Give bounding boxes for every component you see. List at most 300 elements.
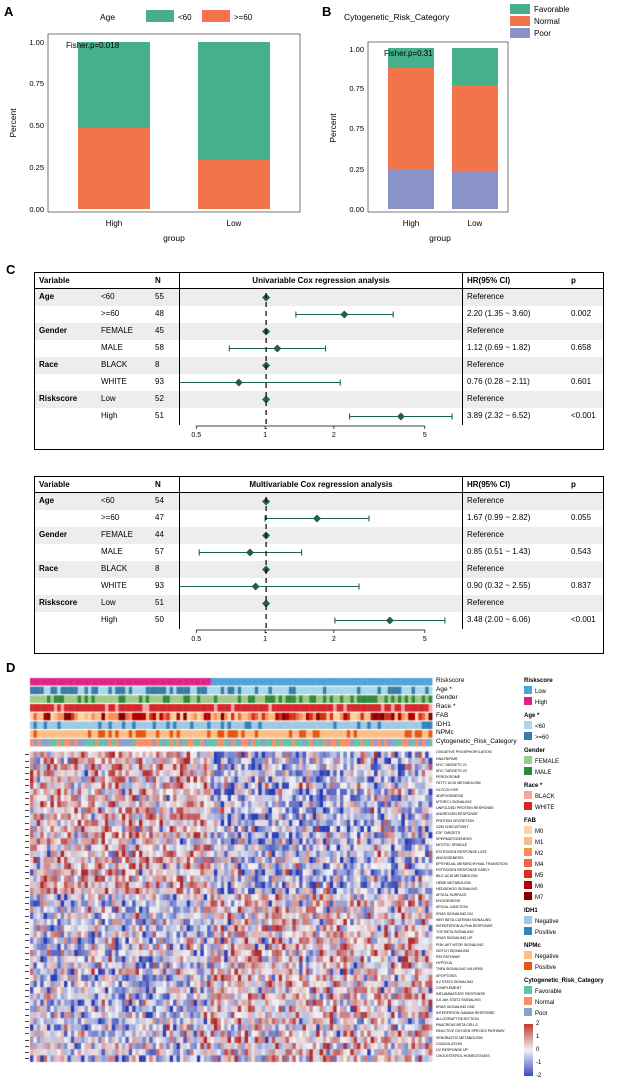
cell-forest <box>179 357 463 374</box>
cell-hr: Reference <box>467 598 504 607</box>
panel-b-bar-high-normal <box>388 68 434 169</box>
legend-swatch <box>524 756 532 764</box>
svg-text:1: 1 <box>263 636 268 643</box>
col-hr: HR(95% CI) <box>467 480 511 489</box>
svg-text:0.5: 0.5 <box>191 636 202 643</box>
table-row <box>35 357 603 374</box>
table-header-row <box>35 273 603 289</box>
cell-variable: Race <box>39 360 59 369</box>
color-scale-tick: 2 <box>536 1021 540 1027</box>
legend-entry: M1 <box>524 837 640 848</box>
panel-a-ytick-100: 1.00 <box>29 38 44 47</box>
legend-entry: Negative <box>524 916 640 927</box>
panel-a-ylabel: Percent <box>8 108 18 138</box>
panel-a-xtick-high: High <box>105 219 123 228</box>
legend-group <box>524 748 640 778</box>
heatmap-row-label: KRAS SIGNALING DN <box>436 911 473 916</box>
table-row <box>35 323 603 340</box>
color-scale-tick: 1 <box>536 1034 540 1040</box>
table-row <box>35 612 603 629</box>
panel-a-bar-low-over60 <box>198 160 270 209</box>
cell-p <box>567 595 603 612</box>
legend-entry: BLACK <box>524 791 640 802</box>
cell-forest <box>179 340 463 357</box>
legend-title: Cytogenetic_Risk_Category <box>524 978 604 984</box>
cell-forest <box>179 374 463 391</box>
cell-variable <box>35 374 97 391</box>
cell-n: 54 <box>155 496 164 505</box>
cell-n: 93 <box>155 581 164 590</box>
heatmap-row-label: HEME METABOLISM <box>436 880 471 885</box>
cell-hr: 0.76 (0.28 ~ 2.11) <box>467 377 530 386</box>
table-row <box>35 561 603 578</box>
forest-axis <box>179 425 463 439</box>
panel-b-chart <box>320 0 640 250</box>
cell-variable: Age <box>39 496 55 505</box>
axis-spacer-2 <box>97 425 153 439</box>
legend-swatch-favorable <box>510 4 530 14</box>
legend-title: Gender <box>524 748 546 754</box>
cell-p <box>567 493 603 510</box>
panel-b-annotation: Fisher.p=0.31 <box>384 49 433 58</box>
cell-hr: Reference <box>467 326 504 335</box>
legend-title: FAB <box>524 818 536 824</box>
table-row <box>35 578 603 595</box>
color-scale-legend <box>524 1021 640 1080</box>
cell-forest <box>179 408 463 425</box>
heatmap-row-label: INTERFERON GAMMA RESPONSE <box>436 1010 495 1015</box>
cell-hr: Reference <box>467 496 504 505</box>
annotation-label: FAB <box>436 711 449 719</box>
heatmap-row-label: APICAL JUNCTION <box>436 905 468 910</box>
panel-b-ylabel: Percent <box>328 113 338 143</box>
legend-swatch <box>524 791 532 799</box>
legend-title: Riskscore <box>524 678 553 684</box>
legend-swatch-over60 <box>202 10 230 22</box>
cell-level: WHITE <box>101 581 127 590</box>
cell-variable <box>35 510 97 527</box>
legend-group <box>524 818 640 903</box>
cell-forest <box>179 612 463 629</box>
cell-n: 8 <box>155 564 160 573</box>
cell-p: <0.001 <box>571 411 596 420</box>
table-row <box>35 289 603 306</box>
cell-p: 0.055 <box>571 513 592 522</box>
legend-group <box>524 783 640 813</box>
cell-n: 51 <box>155 598 164 607</box>
table-axis-row <box>35 629 603 643</box>
legend-swatch-poor <box>510 28 530 38</box>
axis-spacer-4 <box>463 629 567 643</box>
heatmap-row-label: HEDGEHOG SIGNALING <box>436 886 478 891</box>
panel-a-ytick-0: 0.00 <box>29 205 44 214</box>
panel-d <box>0 660 640 1090</box>
legend-swatch <box>524 732 532 740</box>
legend-label-favorable: Favorable <box>534 5 570 14</box>
heatmap-row-label: ADIPOGENESIS <box>436 793 464 798</box>
cell-hr: 1.67 (0.99 ~ 2.82) <box>467 513 531 522</box>
cell-hr: Reference <box>467 564 504 573</box>
legend-entry: Normal <box>524 997 640 1008</box>
col-variable: Variable <box>39 480 70 489</box>
cell-forest <box>179 306 463 323</box>
svg-text:0.5: 0.5 <box>191 432 202 439</box>
cell-p <box>567 527 603 544</box>
heatmap-row-label: APOPTOSIS <box>436 973 457 978</box>
cell-p <box>567 357 603 374</box>
panel-b <box>320 0 640 250</box>
cell-hr: Reference <box>467 394 504 403</box>
legend-label-poor: Poor <box>534 29 551 38</box>
heatmap-row-label: REACTIVE OXYGEN SPECIES PATHWAY <box>436 1029 505 1034</box>
color-scale-tick: -2 <box>536 1073 542 1079</box>
panel-b-bar-low-normal <box>452 85 498 171</box>
cell-variable <box>35 612 97 629</box>
cell-level: <60 <box>101 292 115 301</box>
panel-b-xtick-low: Low <box>467 219 483 228</box>
cell-level: High <box>101 615 118 624</box>
heatmap-row-label: COMPLEMENT <box>436 986 462 990</box>
cell-n: 51 <box>155 411 164 420</box>
panel-a-bar-low-under60 <box>198 42 270 160</box>
cell-n: 47 <box>155 513 164 522</box>
cell-level: FEMALE <box>101 326 134 335</box>
heatmap-row-label: GLYCOLYSIS <box>436 787 459 792</box>
cell-level: MALE <box>101 343 123 352</box>
cell-n: 93 <box>155 377 164 386</box>
axis-spacer-4 <box>463 425 567 439</box>
cell-p: 0.002 <box>571 309 592 318</box>
legend-title: IDH1 <box>524 908 538 914</box>
panel-a-xtick-low: Low <box>226 219 242 228</box>
col-p: p <box>571 276 576 285</box>
heatmap-row-label: COAGULATION <box>436 1041 462 1046</box>
svg-text:2: 2 <box>331 432 336 439</box>
heatmap-row-label: ANGIOGENESIS <box>436 855 464 860</box>
legend-swatch <box>524 1008 532 1016</box>
panel-a-annotation: Fisher.p=0.018 <box>66 41 120 50</box>
legend-entry: Low <box>524 686 640 697</box>
heatmap-row-label: MITOTIC SPINDLE <box>436 843 468 848</box>
panel-b-xlabel: group <box>429 233 451 243</box>
heatmap-row-label: CHOLESTEROL HOMEOSTASIS <box>436 1054 490 1059</box>
heatmap-row-label: MYC TARGETS V1 <box>436 762 468 767</box>
cell-level: BLACK <box>101 564 128 573</box>
legend-entry: High <box>524 697 640 708</box>
legend-group <box>524 943 640 973</box>
heatmap-row-label: ANDROGEN RESPONSE <box>436 812 478 817</box>
legend-swatch <box>524 997 532 1005</box>
table-row <box>35 374 603 391</box>
cell-level: >=60 <box>101 513 120 522</box>
cell-p: <0.001 <box>571 615 596 624</box>
panel-b-bar-high-poor <box>388 169 434 209</box>
legend-label-normal: Normal <box>534 17 560 26</box>
panel-a-legend-title: Age <box>100 12 116 22</box>
cell-forest <box>179 323 463 340</box>
cell-forest <box>179 595 463 612</box>
cell-n: 55 <box>155 292 164 301</box>
annotation-label: Race * <box>436 703 456 711</box>
cell-n: 52 <box>155 394 164 403</box>
legend-entry: Negative <box>524 951 640 962</box>
axis-spacer-3 <box>153 629 179 643</box>
cell-variable <box>35 408 97 425</box>
heatmap-row-label: KRAS SIGNALING DN2 <box>436 1004 475 1009</box>
heatmap-row-label: BILE ACID METABOLISM <box>436 874 478 879</box>
legend-swatch <box>524 916 532 924</box>
cell-level: WHITE <box>101 377 127 386</box>
heatmap-row-label: UNFOLDED PROTEIN RESPONSE <box>436 806 494 811</box>
cell-level: BLACK <box>101 360 128 369</box>
col-level <box>97 273 153 288</box>
legend-title: Age * <box>524 713 540 719</box>
color-scale-bar <box>524 1024 533 1076</box>
cell-p: 0.658 <box>571 343 592 352</box>
cell-variable: Riskscore <box>39 394 78 403</box>
cell-forest <box>179 289 463 306</box>
cell-n: 48 <box>155 309 164 318</box>
cell-p <box>567 289 603 306</box>
panel-b-bar-low-favorable <box>452 48 498 85</box>
legend-group <box>524 978 640 1019</box>
cell-variable <box>35 578 97 595</box>
axis-spacer-1 <box>35 629 97 643</box>
panel-a-chart <box>0 0 320 250</box>
svg-text:1: 1 <box>263 432 268 439</box>
cell-p <box>567 391 603 408</box>
legend-entry: >=60 <box>524 732 640 743</box>
legend-swatch <box>524 721 532 729</box>
panel-b-ytick-100: 1.00 <box>349 45 364 54</box>
heatmap-row-label: E2F TARGETS <box>436 831 461 835</box>
cell-forest <box>179 493 463 510</box>
cell-variable: Gender <box>39 326 68 335</box>
axis-spacer-5 <box>567 629 603 643</box>
cell-hr: 1.12 (0.69 ~ 1.82) <box>467 343 531 352</box>
panel-b-legend-title: Cytogenetic_Risk_Category <box>344 12 450 22</box>
cell-variable: Age <box>39 292 55 301</box>
col-p: p <box>571 480 576 489</box>
table-row <box>35 595 603 612</box>
legend-entry: Positive <box>524 927 640 938</box>
legend-group <box>524 908 640 938</box>
legend-swatch <box>524 870 532 878</box>
cell-n: 57 <box>155 547 164 556</box>
heatmap-row-label: PEROXISOME <box>436 775 461 780</box>
axis-spacer-5 <box>567 425 603 439</box>
axis-spacer-2 <box>97 629 153 643</box>
legend-group <box>524 678 640 708</box>
cell-variable <box>35 306 97 323</box>
cell-p: 0.601 <box>571 377 592 386</box>
legend-swatch <box>524 767 532 775</box>
legend-title: Race * <box>524 783 543 789</box>
panel-a-letter: A <box>4 4 14 19</box>
heatmap-row-label: OXIDATIVE PHOSPHORYLATION <box>436 750 492 755</box>
legend-swatch <box>524 881 532 889</box>
legend-swatch <box>524 986 532 994</box>
legend-swatch <box>524 927 532 935</box>
cell-variable: Riskscore <box>39 598 78 607</box>
col-variable: Variable <box>39 276 70 285</box>
cell-variable <box>35 544 97 561</box>
heatmap-row-label: MYC TARGETS V2 <box>436 769 468 773</box>
axis-spacer-3 <box>153 425 179 439</box>
cell-hr: Reference <box>467 360 504 369</box>
heatmap-row-label: ESTROGEN RESPONSE LATE <box>436 849 487 854</box>
heatmap-row-label: FATTY ACID METABOLISM <box>436 781 481 786</box>
heatmap-row-label: NOTCH SIGNALING <box>436 948 470 953</box>
heatmap-row-label: WNT BETA CATENIN SIGNALING <box>436 917 492 922</box>
heatmap-row-label: INFLAMMATORY RESPONSE <box>436 992 486 997</box>
heatmap-row-label: DNA REPAIR <box>436 756 458 761</box>
panel-a-ytick-75: 0.75 <box>29 79 44 88</box>
univariable-table <box>34 272 604 450</box>
annotation-label: Gender <box>436 694 458 702</box>
heatmap-row-label: HYPOXIA <box>436 961 452 966</box>
cell-forest <box>179 561 463 578</box>
annotation-label: NPMc <box>436 729 454 737</box>
forest-axis <box>179 629 463 643</box>
heatmap-row-label: UV RESPONSE UP <box>436 1048 468 1052</box>
legend-group <box>524 713 640 743</box>
cell-level: Low <box>101 598 116 607</box>
cell-variable <box>35 340 97 357</box>
table-row <box>35 493 603 510</box>
col-hr: HR(95% CI) <box>467 276 511 285</box>
cell-level: Low <box>101 394 116 403</box>
panel-b-ytick-0: 0.00 <box>349 205 364 214</box>
heatmap-row-label: MYOGENESIS <box>436 899 461 904</box>
axis-spacer-1 <box>35 425 97 439</box>
heatmap-row-label: G2M CHECKPOINT <box>436 824 469 829</box>
legend-entry: <60 <box>524 721 640 732</box>
legend-swatch <box>524 837 532 845</box>
heatmap-row-label: XENOBIOTIC METABOLISM <box>436 1035 483 1040</box>
heatmap-row-label: ESTROGEN RESPONSE EARLY <box>436 868 490 873</box>
cell-variable: Race <box>39 564 59 573</box>
cell-forest <box>179 544 463 561</box>
annotation-label: Age * <box>436 685 452 693</box>
cell-forest <box>179 510 463 527</box>
col-forest-title: Univariable Cox regression analysis <box>179 273 463 288</box>
legend-title: NPMc <box>524 943 541 949</box>
cell-variable: Gender <box>39 530 68 539</box>
panel-c-letter: C <box>6 262 16 277</box>
panel-a-bar-high-under60 <box>78 42 150 128</box>
heatmap-row-label: PANCREAS BETA CELLS <box>436 1023 478 1028</box>
heatmap-row-label: PI3K AKT MTOR SIGNALING <box>436 942 484 947</box>
cell-level: FEMALE <box>101 530 134 539</box>
legend-swatch <box>524 962 532 970</box>
col-forest-title: Multivariable Cox regression analysis <box>179 477 463 492</box>
legend-swatch <box>524 848 532 856</box>
cell-hr: 2.20 (1.35 ~ 3.60) <box>467 309 531 318</box>
legend-entry: MALE <box>524 767 640 778</box>
table-row <box>35 510 603 527</box>
panel-b-letter: B <box>322 4 332 19</box>
table-axis-row <box>35 425 603 439</box>
cell-hr: 0.85 (0.51 ~ 1.43) <box>467 547 531 556</box>
heatmap-row-label: INTERFERON ALPHA RESPONSE <box>436 924 493 928</box>
panel-a-bar-high-over60 <box>78 128 150 209</box>
heatmap-row-label: APICAL SURFACE <box>436 893 467 897</box>
heatmap-row-label: SPERMATOGENESIS <box>436 837 472 842</box>
cell-hr: 3.48 (2.00 ~ 6.06) <box>467 615 531 624</box>
legend-swatch <box>524 892 532 900</box>
heatmap-row-label: KRAS SIGNALING UP <box>436 936 473 941</box>
panel-b-ytick-50: 0.75 <box>349 124 364 133</box>
table-row <box>35 340 603 357</box>
svg-text:5: 5 <box>422 636 427 643</box>
heatmap-row-label: IL2 STAT5 SIGNALING <box>436 979 474 984</box>
legend-label-over60: >=60 <box>234 13 253 22</box>
legend-swatch <box>524 826 532 834</box>
cell-n: 50 <box>155 615 164 624</box>
cell-hr: Reference <box>467 292 504 301</box>
cell-forest <box>179 391 463 408</box>
multivariable-table <box>34 476 604 654</box>
heatmap-row-label: PROTEIN SECRETION <box>436 818 474 823</box>
cell-level: <60 <box>101 496 115 505</box>
cell-p <box>567 323 603 340</box>
panel-b-xtick-high: High <box>402 219 420 228</box>
heatmap-row-label: EPITHELIAL MESENCHYMAL TRANSITION <box>436 862 508 866</box>
cell-n: 44 <box>155 530 164 539</box>
cell-p <box>567 561 603 578</box>
legend-swatch <box>524 697 532 705</box>
annotation-label: Cytogenetic_Risk_Category <box>436 737 517 745</box>
heatmap-row-label: IL6 JAK STAT3 SIGNALING <box>436 998 481 1003</box>
legend-entry: WHITE <box>524 802 640 813</box>
cell-level: >=60 <box>101 309 120 318</box>
heatmap-legends <box>524 678 640 1080</box>
heatmap-row-label: MTORC1 SIGNALING <box>436 800 472 804</box>
table-row <box>35 306 603 323</box>
cell-n: 45 <box>155 326 164 335</box>
panel-a-xlabel: group <box>163 233 185 243</box>
cell-level: MALE <box>101 547 123 556</box>
cell-forest <box>179 578 463 595</box>
panel-a-ytick-50: 0.50 <box>29 121 44 130</box>
legend-entry: M2 <box>524 848 640 859</box>
legend-entry: M0 <box>524 826 640 837</box>
legend-swatch <box>524 951 532 959</box>
col-n: N <box>155 480 161 489</box>
legend-entry: Poor <box>524 1008 640 1019</box>
table-row <box>35 527 603 544</box>
legend-entry: M4 <box>524 859 640 870</box>
table-row <box>35 408 603 425</box>
heatmap-row-label: TGF BETA SIGNALING <box>436 930 474 935</box>
heatmap-row-label: TNFA SIGNALING VIA NFKB <box>436 967 483 972</box>
legend-swatch <box>524 802 532 810</box>
legend-entry: Positive <box>524 962 640 973</box>
cell-n: 8 <box>155 360 160 369</box>
cell-p: 0.837 <box>571 581 592 590</box>
cell-level: High <box>101 411 118 420</box>
cell-forest <box>179 527 463 544</box>
panel-b-bar-low-poor <box>452 171 498 209</box>
svg-text:5: 5 <box>422 432 427 439</box>
heatmap-row-label: ALLOGRAFT REJECTION <box>436 1017 479 1021</box>
panel-b-ytick-25: 0.25 <box>349 165 364 174</box>
legend-entry: M7 <box>524 892 640 903</box>
cell-hr: 0.90 (0.32 ~ 2.55) <box>467 581 531 590</box>
table-header-row <box>35 477 603 493</box>
color-scale-tick: 0 <box>536 1047 540 1053</box>
